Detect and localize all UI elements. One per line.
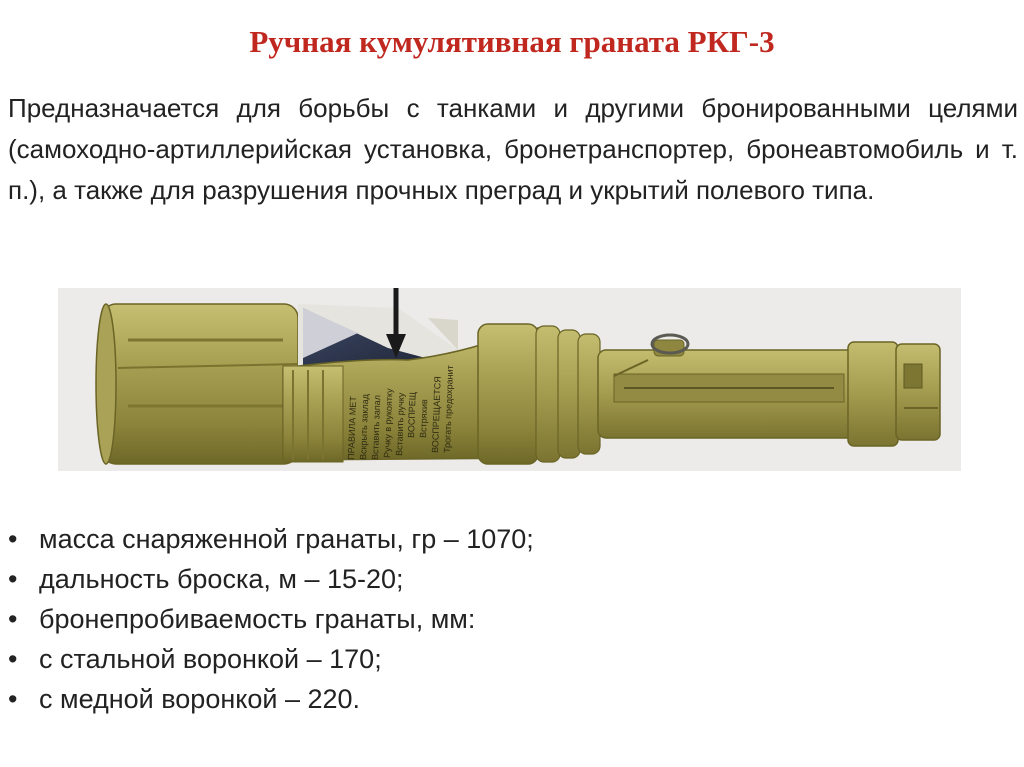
stencil-line: Ручку в рукоятку xyxy=(382,388,395,459)
spec-list xyxy=(8,519,1008,719)
bullet: • xyxy=(8,564,18,594)
grenade-rkg3-illustration-icon xyxy=(58,288,961,471)
stencil-line: ПРАВИЛА МЕТ xyxy=(346,395,359,461)
list-item xyxy=(8,639,1008,679)
list-item xyxy=(8,559,1008,599)
grenade-figure xyxy=(58,288,961,471)
list-item xyxy=(8,519,1008,559)
slide-title: Ручная кумулятивная граната РКГ-3 xyxy=(249,24,775,59)
bullet: • xyxy=(8,684,18,714)
spec-text: с медной воронкой – 220. xyxy=(39,684,361,714)
intro-paragraph: Предназначается для борьбы с танками и другими бронированными целями (самоходно-артиллерийская установка, бронетранспортер, бронеавтомобиль и т. п.), а также для разрушения прочных преград и укрытий полевого типа. xyxy=(8,93,1018,205)
list-item xyxy=(8,599,1008,639)
bullet: • xyxy=(8,524,18,554)
stencil-line: Вскрыть заклад xyxy=(358,393,371,461)
spec-text: с стальной воронкой – 170; xyxy=(39,644,382,674)
stencil-line: ВОСПРЕЩАЕТСЯ xyxy=(430,376,443,454)
spec-text: дальность броска, м – 15-20; xyxy=(39,564,404,594)
list-item xyxy=(8,679,1008,719)
spec-text: бронепробиваемость гранаты, мм: xyxy=(39,604,476,634)
stencil-line: Вставить ручку xyxy=(394,392,407,457)
spec-text: масса снаряженной гранаты, гр – 1070; xyxy=(39,524,534,554)
stencil-line: Вставить запал xyxy=(370,394,383,461)
stencil-line: Трогать предохранит xyxy=(442,365,456,454)
stencil-line: ВОСПРЕЩ xyxy=(406,391,418,439)
bullet: • xyxy=(8,604,18,634)
stencil-line: Встряхив xyxy=(418,399,430,439)
bullet: • xyxy=(8,644,18,674)
